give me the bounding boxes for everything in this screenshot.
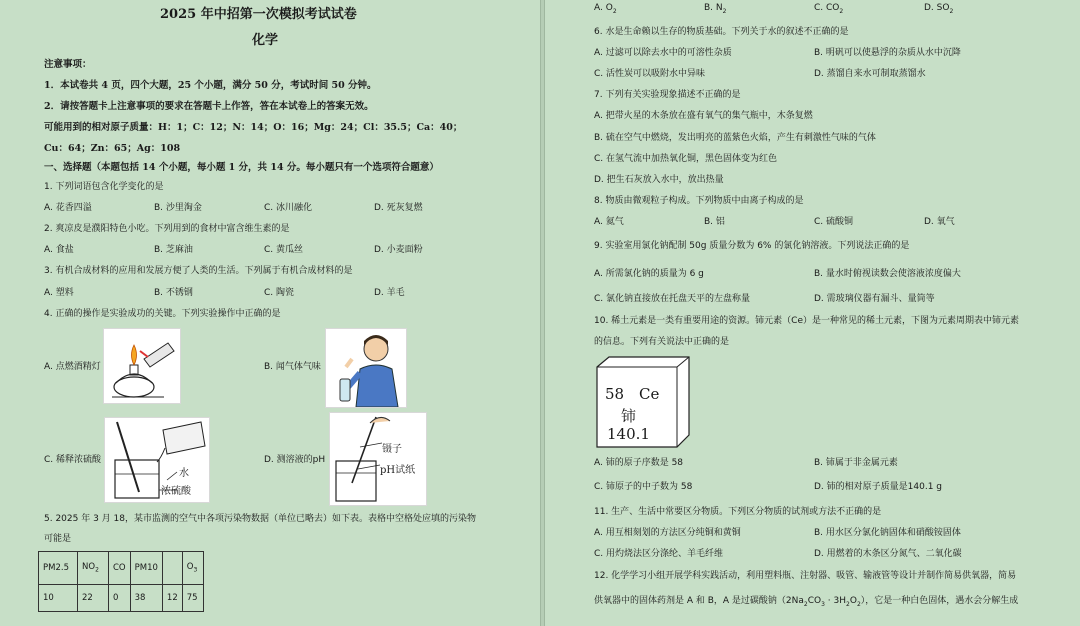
right-page [545, 0, 1080, 626]
q12-stem-2: 供氧器中的固体药剂是 A 和 B，A 是过碳酸钠$(2Na_2CO_3 \cdot 3H_2O_2)$，它是一种白色固体，遇水会分解生成 [594, 596, 1019, 608]
q2-option-a: A. 食盐 [44, 245, 74, 255]
q9-option-a: A. 所需氯化钠的质量为 6 g [594, 269, 704, 279]
q5-option-b: B. $N_2$ [704, 3, 727, 15]
cerium-element-card [595, 355, 691, 449]
q2-option-d: D. 小麦面粉 [374, 245, 423, 255]
q8-option-d: D. 氧气 [924, 217, 955, 227]
ph-beaker-icon [330, 413, 426, 505]
tweezers-label: 镊子 [382, 444, 402, 455]
q3-option-a: A. 塑料 [44, 288, 74, 298]
atomic-masses-2: Cu：64；Zn：65；Ag：108 [44, 143, 181, 154]
q12-stem-1: 12. 化学学习小组开展学科实践活动，利用塑料瓶、注射器、吸管、输液管等设计并制作简易供氧器，简易 [594, 571, 1017, 581]
table-header-row [39, 552, 204, 585]
dilute-acid-figure [104, 417, 210, 503]
q6-option-d: D. 蒸馏自来水可制取蒸馏水 [814, 69, 926, 79]
q10-stem-1: 10. 稀土元素是一类有重要用途的资源。铈元素（Ce）是一种常见的稀土元素，下图为元素周期表中铈元素 [594, 316, 1019, 326]
ph-paper-label: pH试纸 [380, 465, 416, 476]
q1-option-b: B. 沙里淘金 [154, 203, 202, 213]
table-cell: 22 [78, 585, 109, 612]
table-row [39, 585, 204, 612]
alcohol-lamp-figure [103, 328, 181, 404]
q7-stem: 7. 下列有关实验现象描述不正确的是 [594, 90, 741, 100]
q2-stem: 2. 爽凉皮是濮阳特色小吃。下列用到的食材中富含维生素的是 [44, 224, 290, 234]
subject-title: 化学 [252, 33, 279, 48]
person-smelling-icon [326, 329, 406, 407]
table-cell: 75 [182, 585, 203, 612]
q8-option-a: A. 氦气 [594, 217, 624, 227]
table-cell: 12 [162, 585, 182, 612]
exam-title: 2025 年中招第一次模拟考试试卷 [160, 7, 357, 22]
q8-stem: 8. 物质由微观粒子构成。下列物质中由离子构成的是 [594, 196, 804, 206]
table-cell: 0 [109, 585, 131, 612]
pollutant-table [38, 551, 204, 612]
q8-option-b: B. 铝 [704, 217, 725, 227]
atomic-mass: 140.1 [607, 425, 650, 443]
acid-label: 浓硫酸 [161, 486, 191, 497]
beaker-pouring-icon [105, 418, 209, 502]
table-header-cell: CO [109, 552, 131, 585]
q9-stem: 9. 实验室用氯化钠配制 50g 质量分数为 6% 的氯化钠溶液。下列说法正确的是 [594, 241, 910, 251]
q9-option-c: C. 氯化钠直接放在托盘天平的左盘称量 [594, 294, 751, 304]
smell-gas-figure [325, 328, 407, 408]
atomic-number: 58 [605, 385, 625, 403]
q7-option-c: C. 在氢气流中加热氧化铜，黑色固体变为红色 [594, 154, 778, 164]
q11-stem: 11. 生产、生活中常要区分物质。下列区分物质的试剂或方法不正确的是 [594, 507, 882, 517]
q4-option-b: B. 闻气体气味 [264, 362, 321, 372]
table-header-cell: PM10 [130, 552, 162, 585]
q10-option-c: C. 铈原子的中子数为 58 [594, 482, 693, 492]
q10-option-d: D. 铈的相对原子质量是140.1 g [814, 482, 942, 492]
q3-option-c: C. 陶瓷 [264, 288, 295, 298]
q8-option-c: C. 硫酸铜 [814, 217, 854, 227]
q7-option-b: B. 硫在空气中燃烧，发出明亮的蓝紫色火焰，产生有刺激性气味的气体 [594, 133, 876, 143]
q5-stem-1: 5. 2025 年 3 月 18，某市监测的空气中各项污染物数据（单位已略去）如下表。表格中空格处应填的污染物 [44, 514, 476, 524]
q6-stem: 6. 水是生命赖以生存的物质基础。下列关于水的叙述不正确的是 [594, 27, 849, 37]
q9-option-d: D. 需玻璃仪器有漏斗、量筒等 [814, 294, 935, 304]
q6-option-c: C. 活性炭可以吸附水中异味 [594, 69, 706, 79]
q1-option-c: C. 冰川融化 [264, 203, 313, 213]
q11-option-a: A. 用互相刻划的方法区分纯铜和黄铜 [594, 528, 741, 538]
q11-option-d: D. 用燃着的木条区分氮气、二氧化碳 [814, 549, 962, 559]
table-header-cell: $O_3$ [182, 552, 203, 585]
q2-option-b: B. 芝麻油 [154, 245, 193, 255]
notice-heading: 注意事项： [44, 59, 92, 70]
notice-1: 1．本试卷共 4 页，四个大题，25 个小题，满分 50 分，考试时间 50 分钟。 [44, 80, 377, 91]
q3-stem: 3. 有机合成材料的应用和发展方便了人类的生活。下列属于有机合成材料的是 [44, 266, 353, 276]
q6-option-b: B. 明矾可以使悬浮的杂质从水中沉降 [814, 48, 961, 58]
q4-option-a: A. 点燃酒精灯 [44, 362, 101, 372]
q6-option-a: A. 过滤可以除去水中的可溶性杂质 [594, 48, 732, 58]
notice-2: 2．请按答题卡上注意事项的要求在答题卡上作答，答在本试卷上的答案无效。 [44, 101, 374, 112]
q3-option-b: B. 不锈钢 [154, 288, 193, 298]
q4-stem: 4. 正确的操作是实验成功的关键。下列实验操作中正确的是 [44, 309, 281, 319]
q3-option-d: D. 羊毛 [374, 288, 405, 298]
element-name: 铈 [621, 407, 637, 425]
q1-option-a: A. 花香四溢 [44, 203, 92, 213]
q7-option-d: D. 把生石灰放入水中，放出热量 [594, 175, 724, 185]
q5-stem-2: 可能是 [44, 534, 72, 544]
q11-option-c: C. 用灼烧法区分涤纶、羊毛纤维 [594, 549, 724, 559]
q7-option-a: A. 把带火星的木条放在盛有氧气的集气瓶中，木条复燃 [594, 111, 813, 121]
q1-stem: 1. 下列词语包含化学变化的是 [44, 182, 164, 192]
q1-option-d: D. 死灰复燃 [374, 203, 423, 213]
water-label: 水 [179, 468, 189, 479]
table-cell: 38 [130, 585, 162, 612]
table-header-blank [162, 552, 182, 585]
q11-option-b: B. 用水区分氯化钠固体和硝酸铵固体 [814, 528, 961, 538]
q4-option-c: C. 稀释浓硫酸 [44, 455, 102, 465]
alcohol-lamp-icon [104, 329, 180, 403]
table-header-cell: PM2.5 [39, 552, 78, 585]
q10-option-b: B. 铈属于非金属元素 [814, 458, 898, 468]
q10-stem-2: 的信息。下列有关说法中正确的是 [594, 337, 730, 347]
table-cell: 10 [39, 585, 78, 612]
q9-option-b: B. 量水时俯视读数会使溶液浓度偏大 [814, 269, 961, 279]
q4-option-d: D. 测溶液的pH [264, 455, 326, 465]
table-header-cell: $NO_2$ [78, 552, 109, 585]
element-symbol: Ce [639, 385, 660, 403]
atomic-masses-1: 可能用到的相对原子质量：H：1；C：12；N：14；O：16；Mg：24；Cl：35.5；Ca：40； [44, 122, 463, 133]
q2-option-c: C. 黄瓜丝 [264, 245, 304, 255]
q10-option-a: A. 铈的原子序数是 58 [594, 458, 684, 468]
section-1-heading: 一、选择题（本题包括 14 个小题，每小题 1 分，共 14 分。每小题只有一个选项符合题意） [44, 162, 439, 173]
q5-option-a: A. $O_2$ [594, 3, 617, 15]
q5-option-c: C. $CO_2$ [814, 3, 844, 15]
q5-option-d: D. $SO_2$ [924, 3, 954, 15]
ph-test-figure [329, 412, 427, 506]
